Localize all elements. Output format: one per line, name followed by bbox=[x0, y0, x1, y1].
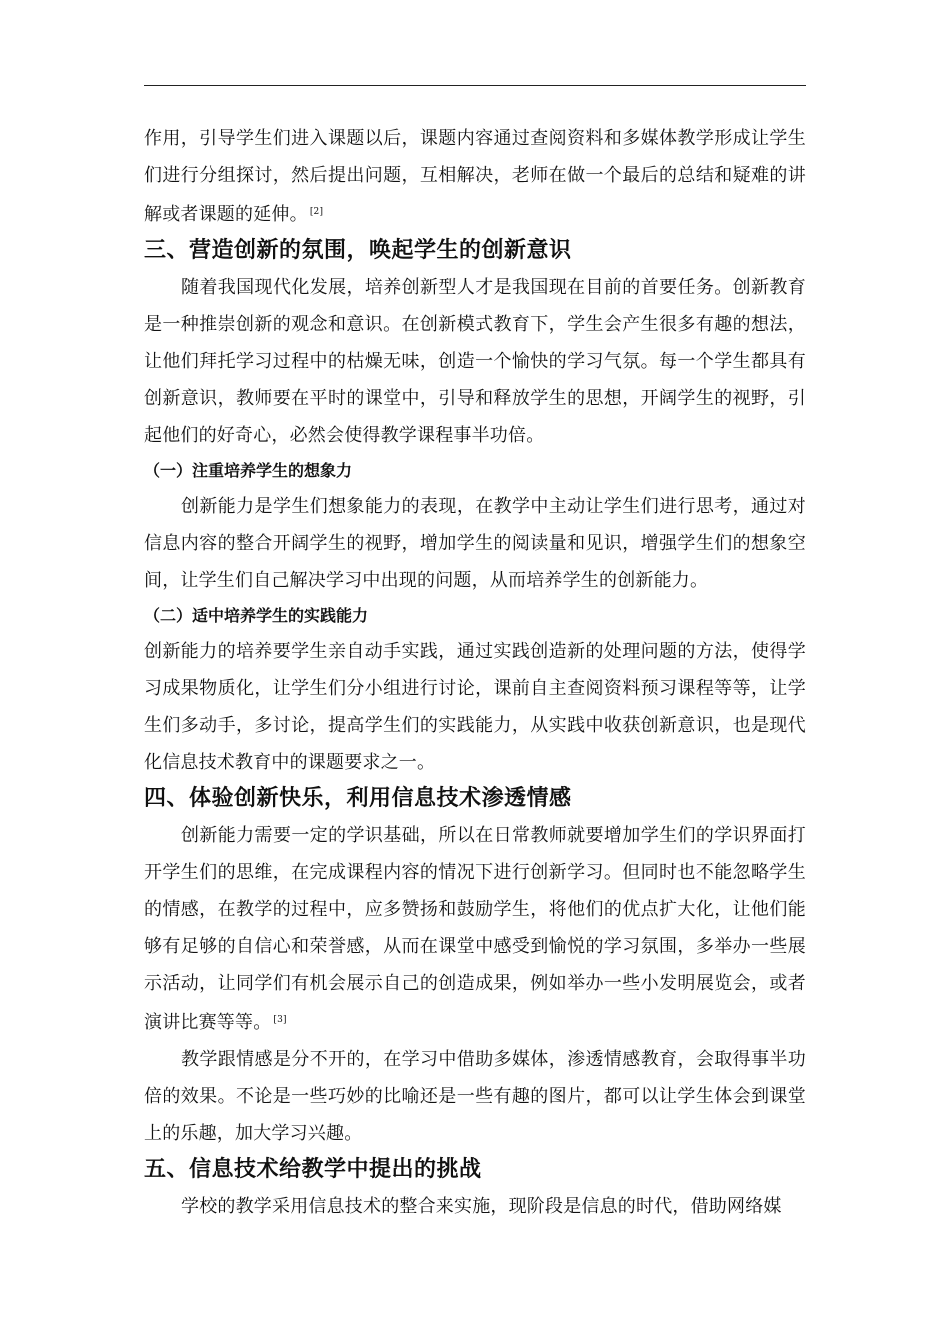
paragraph-text: 创新能力需要一定的学识基础，所以在日常教师就要增加学生们的学识界面打开学生们的思维，在完成课程内容的情况下进行创新学习。但同时也不能忽略学生的情感，在教学的过程中，应多赞扬和鼓励学生，将他们的优点扩大化，让他们能够有足够的自信心和荣誉感，从而在课堂中感受到愉悦的学习氛围，多举办一些展示活动，让同学们有机会展示自己的创造成果，例如举办一些小发明展览会，或者演讲比赛等等。 bbox=[144, 825, 806, 1033]
subsection-1-text: 创新能力是学生们想象能力的表现，在教学中主动让学生们进行思考，通过对信息内容的整合开阔学生的视野，增加学生的阅读量和见识，增强学生们的想象空间，让学生们自己解决学习中出现的问题，从而培养学生的创新能力。 bbox=[144, 496, 806, 591]
paragraph-continued bbox=[144, 120, 806, 233]
document-body bbox=[144, 120, 806, 1225]
subsection-heading-2: （二）适中培养学生的实践能力 bbox=[144, 606, 369, 625]
citation-ref: [2] bbox=[309, 207, 324, 217]
section-4-paragraph-2: 教学跟情感是分不开的，在学习中借助多媒体，渗透情感教育，会取得事半功倍的效果。不论是一些巧妙的比喻还是一些有趣的图片，都可以让学生体会到课堂上的乐趣，加大学习兴趣。 bbox=[144, 1049, 806, 1144]
section-heading-5: 五、信息技术给教学中提出的挑战 bbox=[144, 1157, 482, 1182]
section-heading-4: 四、体验创新快乐，利用信息技术渗透情感 bbox=[144, 786, 572, 811]
subsection-2-text: 创新能力的培养要学生亲自动手实践，通过实践创造新的处理问题的方法，使得学习成果物质化，让学生们分小组进行讨论，课前自主查阅资料预习课程等等，让学生们多动手，多讨论，提高学生们的实践能力，从实践中收获创新意识，也是现代化信息技术教育中的课题要求之一。 bbox=[144, 641, 806, 773]
section-3-intro: 随着我国现代化发展，培养创新型人才是我国现在目前的首要任务。创新教育是一种推崇创新的观念和意识。在创新模式教育下，学生会产生很多有趣的想法，让他们拜托学习过程中的枯燥无味，创造一个愉快的学习气氛。每一个学生都具有创新意识，教师要在平时的课堂中，引导和释放学生的思想，开阔学生的视野，引起他们的好奇心，必然会使得教学课程事半功倍。 bbox=[144, 277, 806, 446]
section-5-paragraph-1: 学校的教学采用信息技术的整合来实施，现阶段是信息的时代，借助网络媒 bbox=[181, 1196, 782, 1217]
header-rule bbox=[144, 85, 806, 86]
citation-ref: [3] bbox=[273, 1015, 287, 1025]
subsection-heading-1: （一）注重培养学生的想象力 bbox=[144, 461, 353, 480]
section-heading-3: 三、营造创新的氛围，唤起学生的创新意识 bbox=[144, 238, 572, 263]
paragraph-text: 作用，引导学生们进入课题以后，课题内容通过查阅资料和多媒体教学形成让学生们进行分组探讨，然后提出问题，互相解决，老师在做一个最后的总结和疑难的讲解或者课题的延伸。 bbox=[144, 128, 806, 225]
section-4-paragraph-1 bbox=[144, 817, 806, 1041]
